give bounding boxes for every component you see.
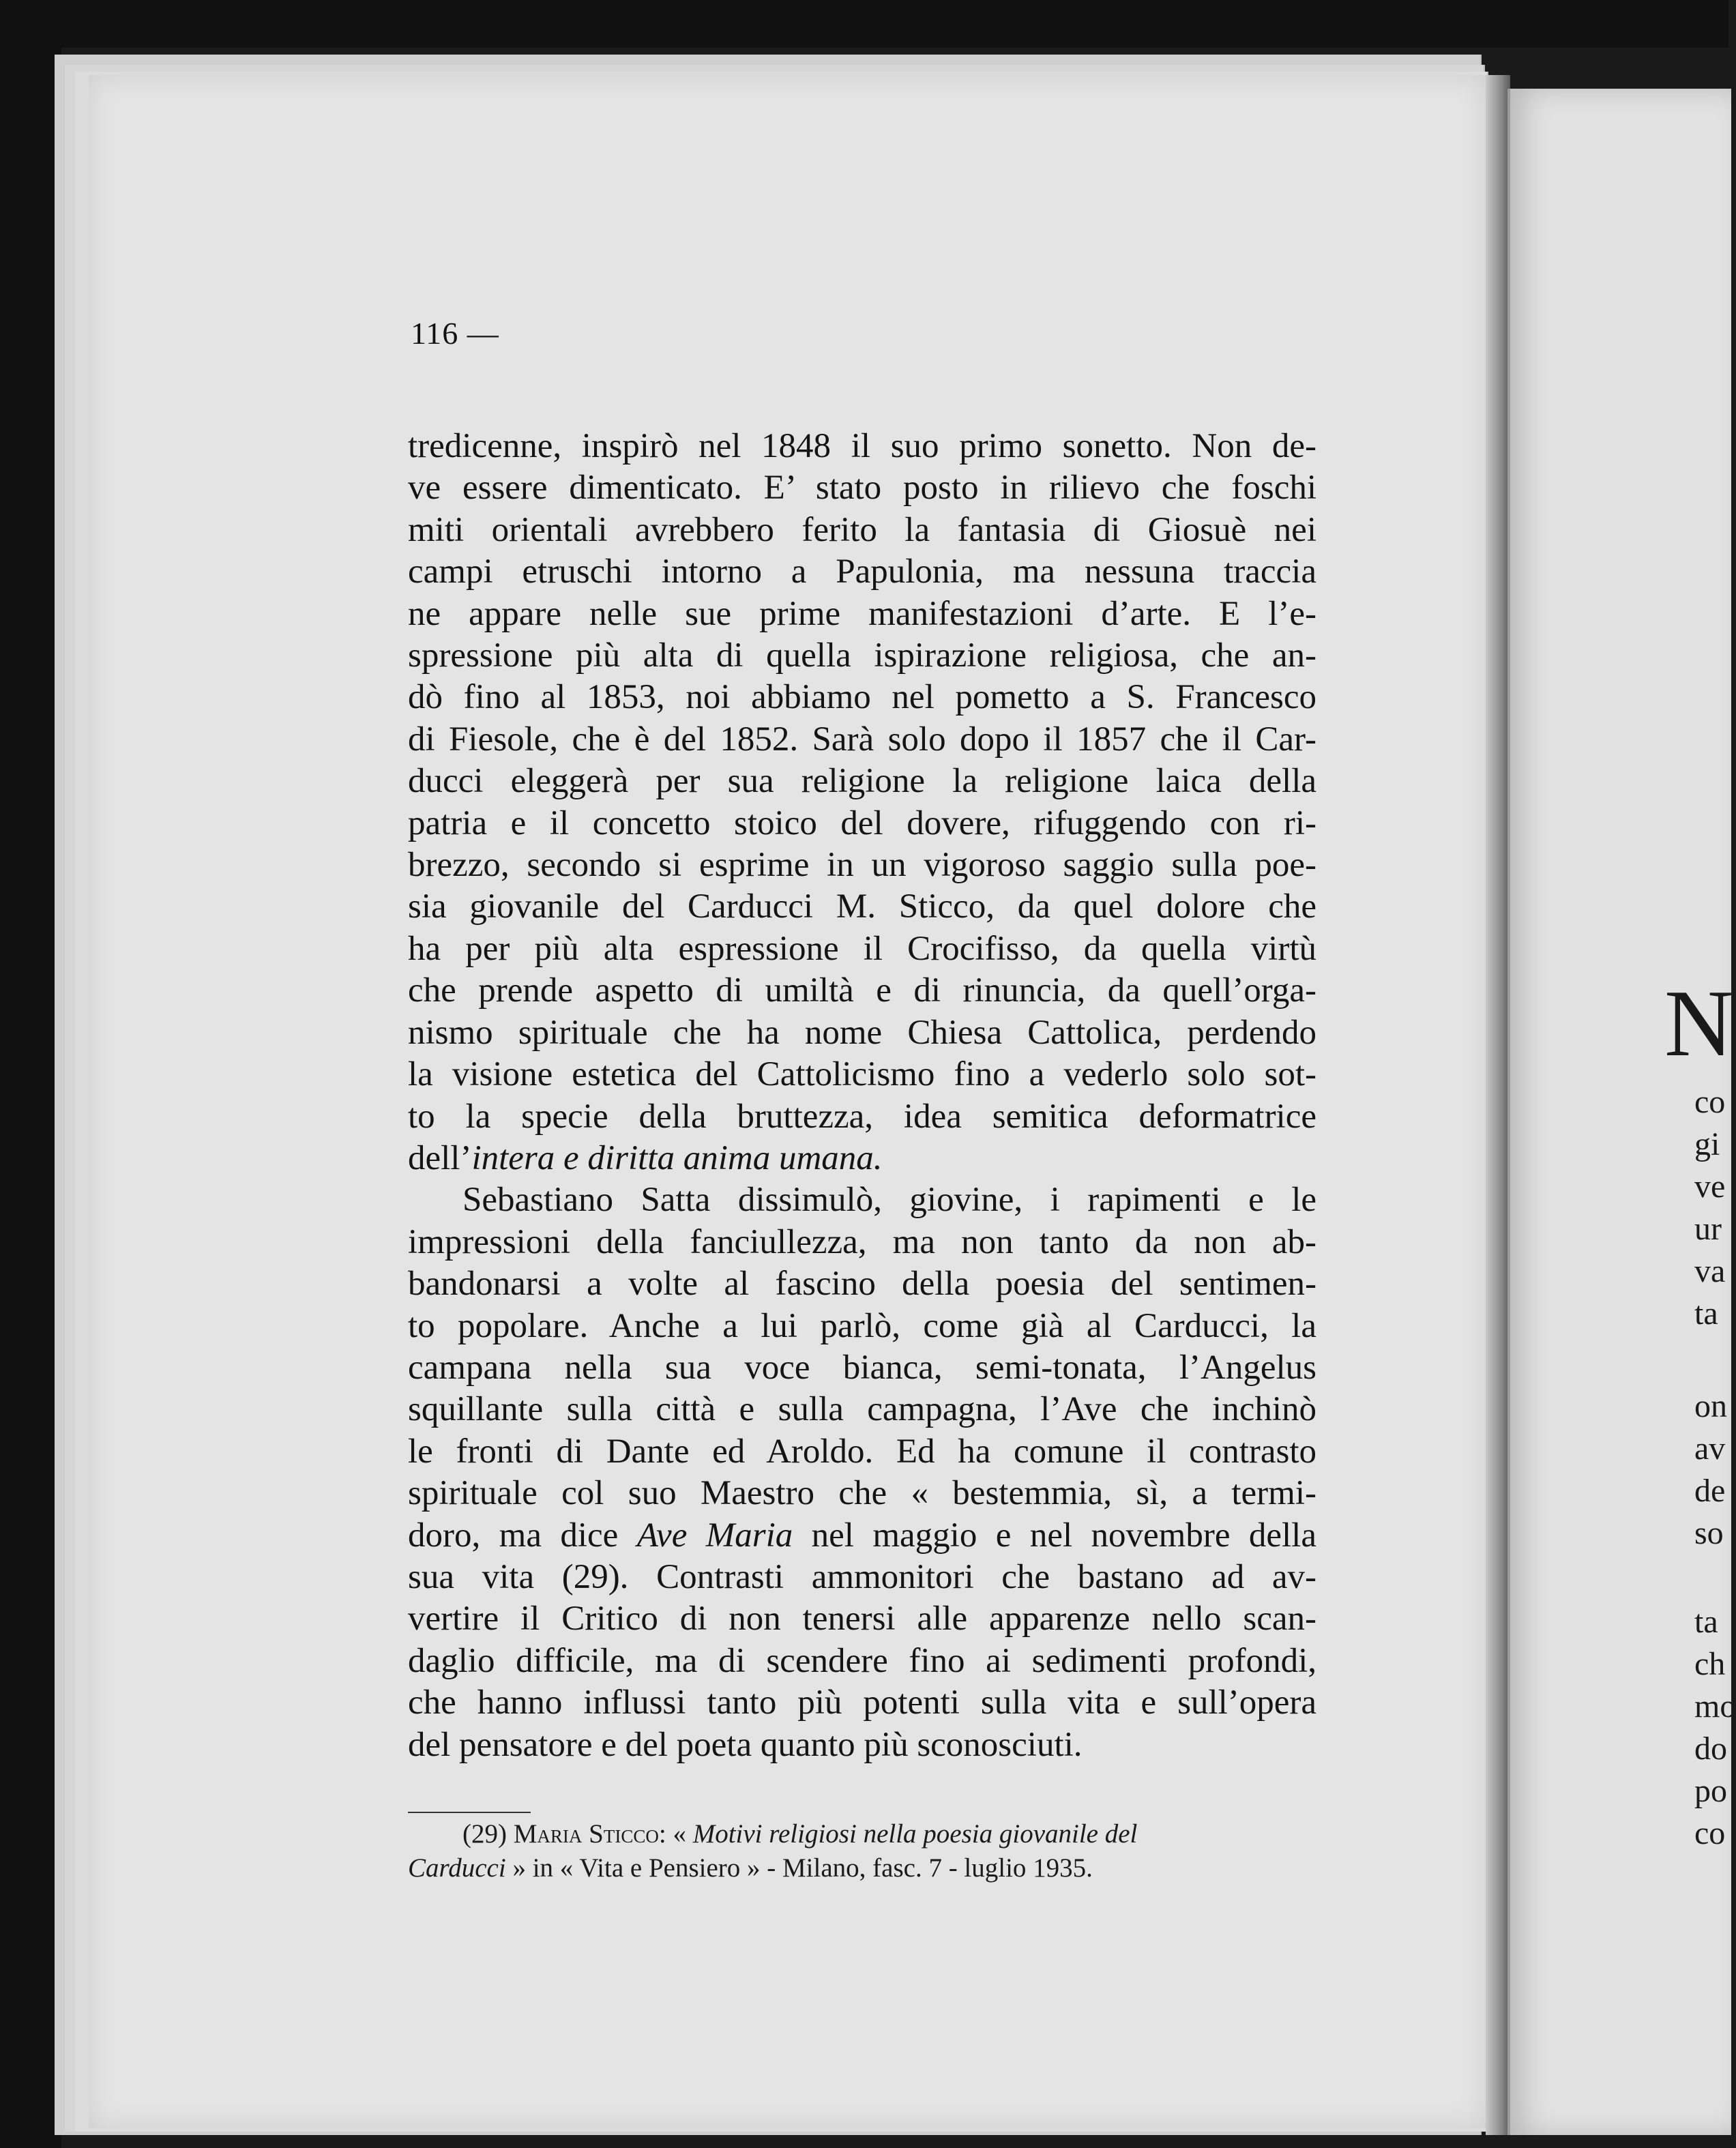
text-line: le fronti di Dante ed Aroldo. Ed ha comune il contrasto xyxy=(408,1432,1316,1471)
text-line: dò fino al 1853, noi abbiamo nel pometto a S. Francesco xyxy=(408,678,1316,717)
right-page-fragment: ur xyxy=(1694,1211,1722,1247)
right-page-drop-cap: N xyxy=(1664,971,1734,1076)
text-line: squillante sulla città e sulla campagna, l’Ave che inchinò xyxy=(408,1390,1316,1429)
right-page-fragment: co xyxy=(1694,1084,1726,1120)
text-line: ve essere dimenticato. E’ stato posto in rilievo che foschi xyxy=(408,469,1316,507)
text-line: impressioni della fanciullezza, ma non tanto da non ab- xyxy=(408,1222,1316,1261)
text-line: ne appare nelle sue prime manifestazioni d’arte. E l’e- xyxy=(408,594,1316,633)
text-line: spirituale col suo Maestro che « bestemmia, sì, a termi- xyxy=(408,1474,1316,1513)
right-page-fragment: so xyxy=(1694,1515,1724,1551)
text-span: nel maggio e nel novembre della xyxy=(793,1516,1316,1555)
text-line: campi etruschi intorno a Papulonia, ma nessuna traccia xyxy=(408,553,1316,591)
footnote-title: Motivi religiosi nella poesia giovanile del xyxy=(692,1819,1138,1849)
footnote-author: Maria Sticco xyxy=(513,1819,659,1849)
italic-phrase: Ave Maria xyxy=(636,1516,793,1555)
text-line: brezzo, secondo si esprime in un vigoroso saggio sulla poe- xyxy=(408,846,1316,885)
right-page-fragment: gi xyxy=(1694,1126,1720,1162)
footnote-marker: (29) xyxy=(462,1819,514,1849)
right-page-fragment: po xyxy=(1694,1773,1727,1809)
text-line: to la specie della bruttezza, idea semitica deformatrice xyxy=(408,1097,1316,1136)
scanner-background-left xyxy=(0,0,61,2148)
page-number: 116 — xyxy=(411,316,499,351)
text-line: vertire il Critico di non tenersi alle apparenze nello scan- xyxy=(408,1600,1316,1638)
text-line: ducci eleggerà per sua religione la religione laica della xyxy=(408,762,1316,801)
text-span: : « xyxy=(658,1819,693,1849)
footnote-line xyxy=(408,1817,1316,1851)
text-line: Sebastiano Satta dissimulò, giovine, i rapimenti e le xyxy=(462,1181,1316,1220)
right-page-fragment: do xyxy=(1694,1731,1727,1767)
right-page-fragment: av xyxy=(1694,1430,1726,1467)
text-line: sua vita (29). Contrasti ammonitori che bastano ad av- xyxy=(408,1557,1316,1596)
text-line: campana nella sua voce bianca, semi-tonata, l’Angelus xyxy=(408,1348,1316,1387)
text-line: tredicenne, inspirò nel 1848 il suo primo sonetto. Non de- xyxy=(408,427,1316,465)
text-span: » in « Vita e Pensiero » - Milano, fasc. 7 - luglio 1935. xyxy=(505,1853,1093,1883)
right-page-fragment: mo xyxy=(1694,1688,1736,1724)
right-page-fragment: on xyxy=(1694,1388,1727,1424)
paragraph-1 xyxy=(408,426,1316,1179)
text-line: del pensatore e del poeta quanto più sconosciuti. xyxy=(408,1725,1083,1764)
book-gutter xyxy=(1486,75,1510,2135)
text-span: doro, ma dice xyxy=(408,1516,637,1555)
text-line: daglio difficile, ma di scendere fino ai sedimenti profondi, xyxy=(408,1641,1316,1680)
right-page-fragment: co xyxy=(1694,1815,1726,1851)
text-line: la visione estetica del Cattolicismo fino a vederlo solo sot- xyxy=(408,1055,1316,1094)
right-page-fragment: ta xyxy=(1694,1604,1718,1640)
text-line: di Fiesole, che è del 1852. Sarà solo dopo il 1857 che il Car- xyxy=(408,720,1316,759)
right-page-fragment: de xyxy=(1694,1473,1726,1509)
text-line: miti orientali avrebbero ferito la fantasia di Giosuè nei xyxy=(408,510,1316,549)
text-line: sia giovanile del Carducci M. Sticco, da quel dolore che xyxy=(408,887,1316,926)
text-line: patria e il concetto stoico del dovere, rifuggendo con ri- xyxy=(408,804,1316,842)
body-text xyxy=(408,426,1316,1766)
scanner-background-top xyxy=(0,0,1728,48)
text-line: spressione più alta di quella ispirazione religiosa, che an- xyxy=(408,636,1316,675)
right-page-fragment: ve xyxy=(1694,1168,1726,1205)
right-page-fragment: ch xyxy=(1694,1646,1726,1682)
text-line: che prende aspetto di umiltà e di rinuncia, da quell’orga- xyxy=(408,971,1316,1010)
text-line: che hanno influssi tanto più potenti sulla vita e sull’opera xyxy=(408,1683,1316,1722)
footnote-rule xyxy=(408,1812,531,1813)
text-span: dell’ xyxy=(408,1138,472,1177)
text-line: to popolare. Anche a lui parlò, come già al Carducci, la xyxy=(408,1306,1316,1345)
text-line: ha per più alta espressione il Crocifisso, da quella virtù xyxy=(408,929,1316,968)
text-line: bandonarsi a volte al fascino della poesia del sentimen- xyxy=(408,1265,1316,1304)
right-page-fragment: ta xyxy=(1694,1295,1718,1332)
footnote xyxy=(408,1817,1316,1885)
paragraph-2 xyxy=(408,1179,1316,1766)
text-line: nismo spirituale che ha nome Chiesa Cattolica, perdendo xyxy=(408,1013,1316,1052)
footnote-title: Carducci xyxy=(408,1853,506,1883)
text-line xyxy=(408,1138,1316,1179)
right-page-fragment: va xyxy=(1694,1253,1726,1289)
footnote-line xyxy=(408,1851,1316,1885)
italic-quote: intera e diritta anima umana. xyxy=(471,1138,883,1177)
text-line xyxy=(408,1515,1316,1557)
